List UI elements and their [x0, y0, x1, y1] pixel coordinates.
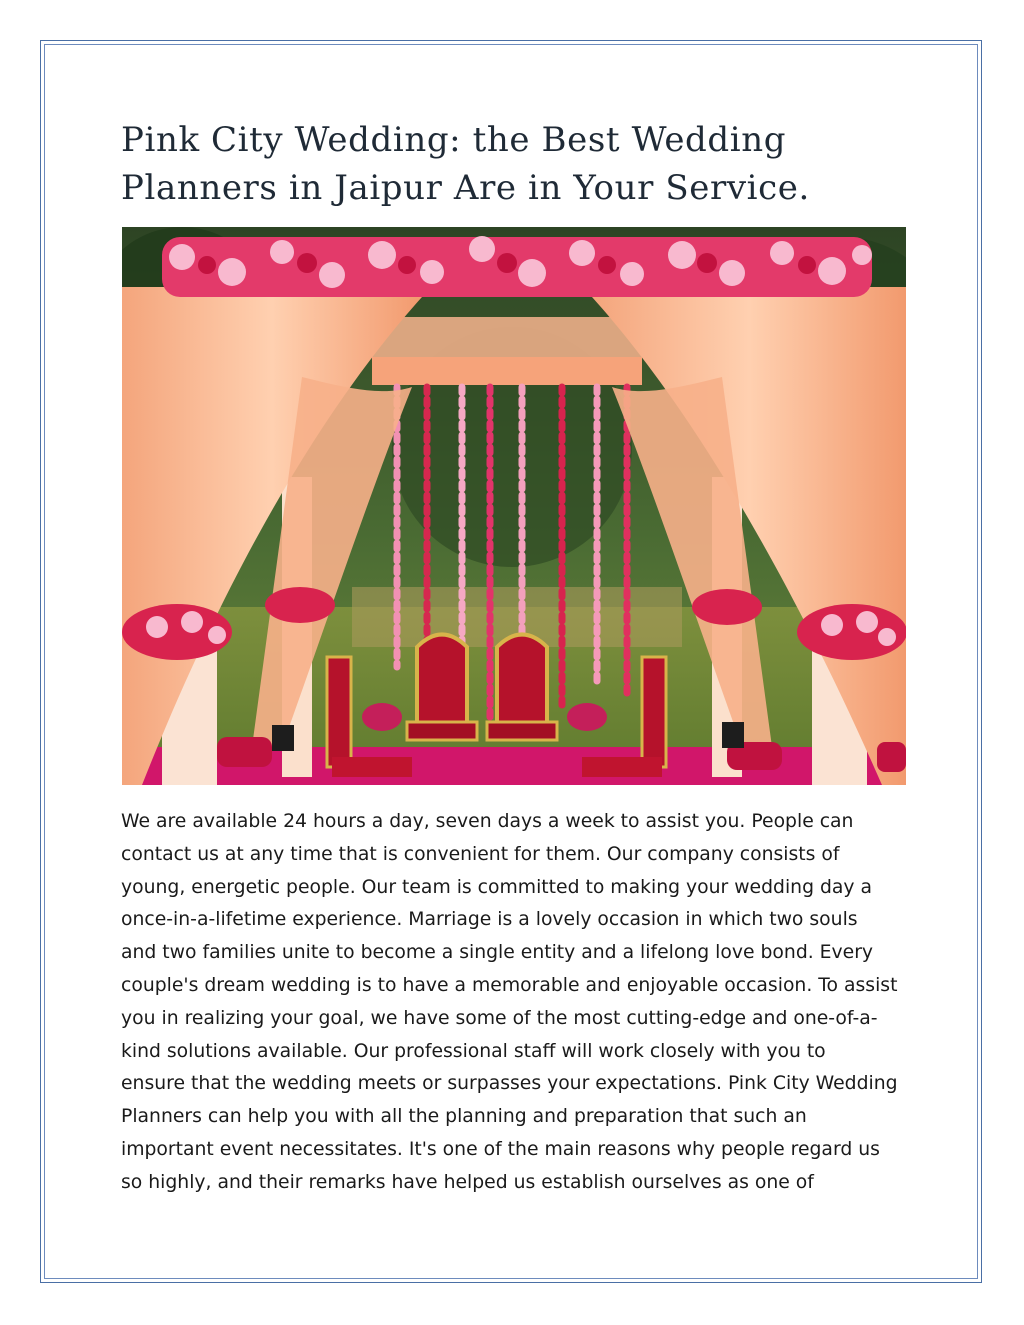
body-line: We are available 24 hours a day, seven days a week to assist you. People can — [121, 811, 854, 832]
body-line: ensure that the wedding meets or surpasses your expectations. Pink City Wedding — [121, 1073, 898, 1095]
body-line: so highly, and their remarks have helped us establish ourselves as one of — [121, 1171, 814, 1193]
body-line: you in realizing your goal, we have some of the most cutting-edge and one-of-a- — [121, 1007, 878, 1029]
page-title: Pink City Wedding: the Best Wedding Planners in Jaipur Are in Your Service. — [121, 120, 810, 208]
wedding-mandap-photo — [122, 227, 906, 785]
body-line: once-in-a-lifetime experience. Marriage is a lovely occasion in which two souls — [121, 909, 858, 931]
body-line: Planners can help you with all the planning and preparation that such an — [121, 1106, 807, 1128]
body-line: kind solutions available. Our professional staff will work closely with you to — [121, 1040, 826, 1062]
body-line: couple's dream wedding is to have a memorable and enjoyable occasion. To assist — [121, 974, 898, 996]
body-line: and two families unite to become a single entity and a lifelong love bond. Every — [121, 942, 874, 964]
body-paragraph — [121, 806, 911, 1200]
body-line: young, energetic people. Our team is committed to making your wedding day a — [121, 876, 872, 898]
body-line: contact us at any time that is convenient for them. Our company consists of — [121, 843, 840, 865]
body-line: important event necessitates. It's one of the main reasons why people regard us — [121, 1138, 880, 1160]
